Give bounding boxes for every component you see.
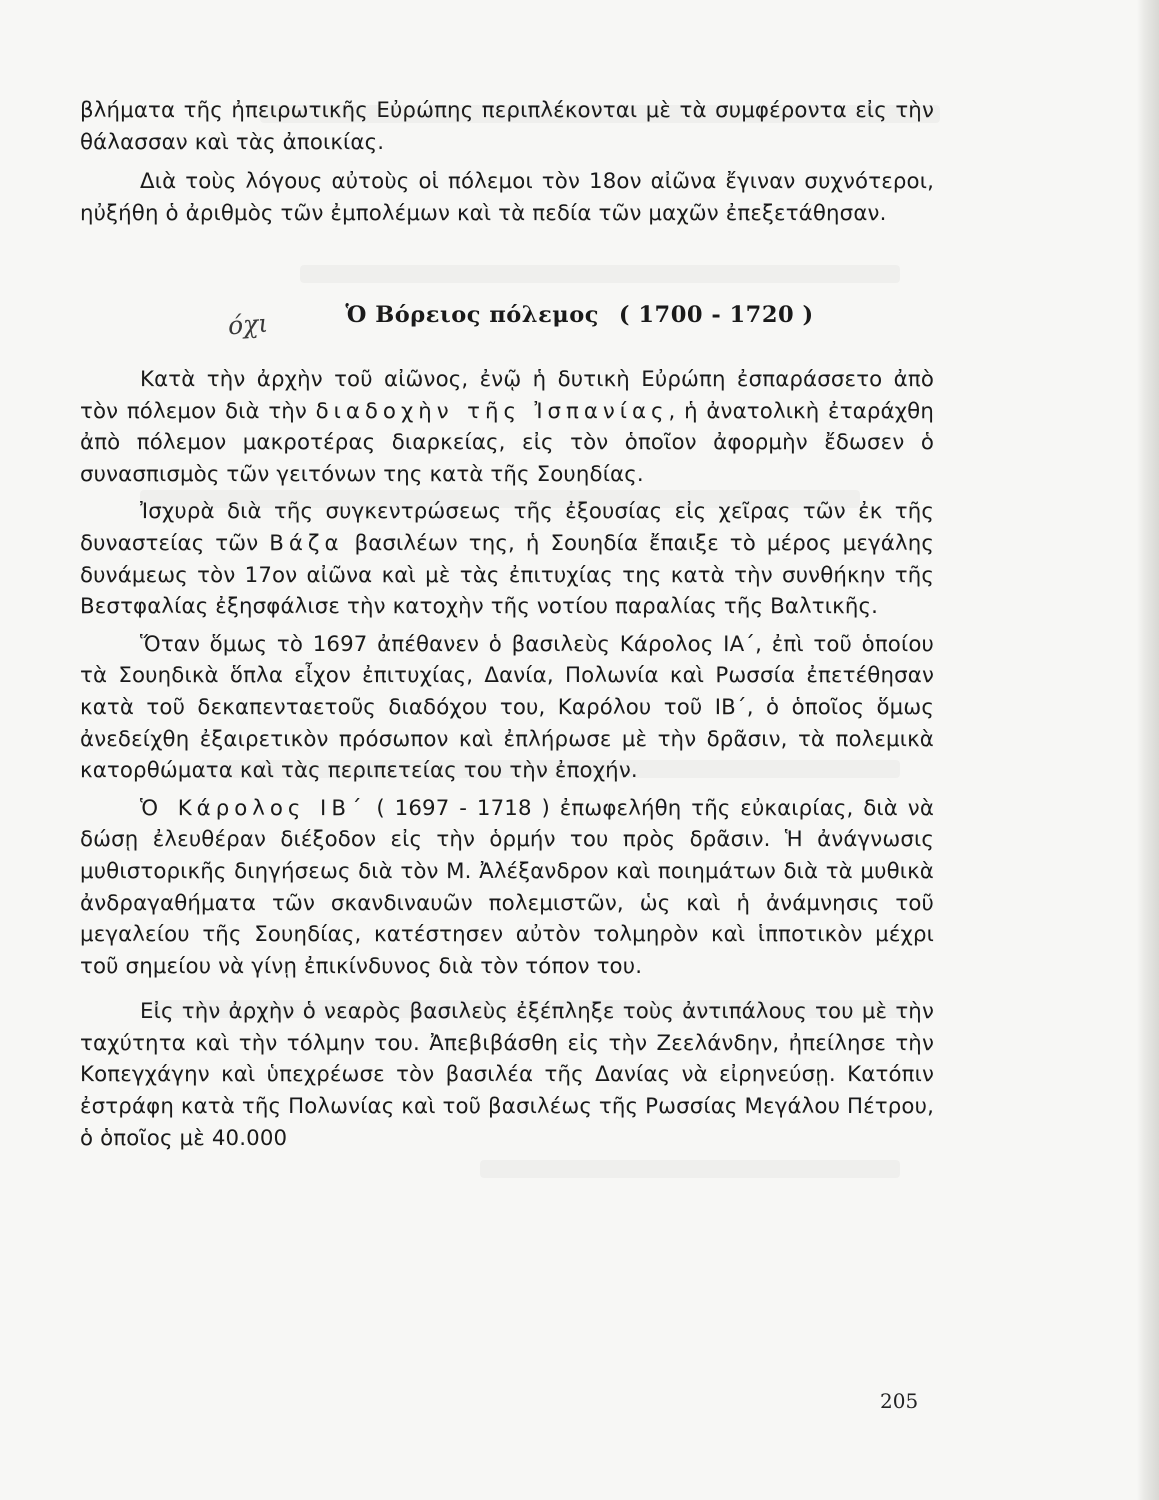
emphasized-phrase: διαδοχὴν τῆς Ἰσπανίας <box>315 398 669 424</box>
emphasized-name: Βάζα <box>269 530 344 556</box>
paragraph <box>80 793 934 983</box>
text-run: , ἡ ἀνατολικὴ ἐταράχθη ἀπὸ πόλεμον μακροτέρας διαρκείας, εἰς τὸν ὁποῖον ἀφορμὴν ἔδωσεν ὁ συνασπισμὸς τῶν γειτόνων της κατὰ τῆς Σουηδίας. <box>80 398 934 487</box>
section-body <box>80 364 934 1154</box>
paragraph-continuation: βλήματα τῆς ἠπειρωτικῆς Εὐρώπης περιπλέκονται μὲ τὰ συμφέροντα εἰς τὴν θάλασσαν καὶ τὰς ἀποικίας. <box>80 98 934 155</box>
text-run: βασιλέων της, ἡ Σουηδία ἔπαιξε τὸ μέρος μεγάλης δυνάμεως τὸν 17ον αἰῶνα καὶ μὲ τὰς ἐπιτυχίας της κατὰ τὴν συνθήκην τῆς Βεστφαλίας ἐξησφάλισε τὴν κατοχὴν τῆς νοτίου παραλίας τῆς Βαλτικῆς. <box>80 530 935 620</box>
page-number: 205 <box>880 1389 919 1413</box>
section-date-range: ( 1700 - 1720 ) <box>618 302 814 328</box>
paragraph: Εἰς τὴν ἀρχὴν ὁ νεαρὸς βασιλεὺς ἐξέπληξε τοὺς ἀντιπάλους του μὲ τὴν ταχύτητα καὶ τὴν τόλμην του. Ἀπεβιβάσθη εἰς τὴν Ζεελάνδην, ἠπείλησε τὴν Κοπεγχάγην καὶ ὑπεχρέωσε τὸν βασιλέα τῆς Δανίας νὰ εἰρηνεύσῃ. Κατόπιν ἐστράφη κατὰ τῆς Πολωνίας καὶ τοῦ βασιλέως τῆς Ρωσσίας Μεγάλου Πέτρου, ὁ ὁποῖος μὲ 40.000 <box>80 999 934 1151</box>
section-heading <box>0 302 1159 328</box>
emphasized-name: Ὁ Κάρολος ΙΒ΄ <box>140 795 367 821</box>
text-run: Ἰσχυρὰ διὰ τῆς συγκεντρώσεως τῆς ἐξουσίας εἰς χεῖρας τῶν ἐκ τῆς δυναστείας τῶν <box>80 499 934 556</box>
paragraph: Διὰ τοὺς λόγους αὐτοὺς οἱ πόλεμοι τὸν 18ον αἰῶνα ἔγιναν συχνότεροι, ηὐξήθη ὁ ἀριθμὸς τῶν ἐμπολέμων καὶ τὰ πεδία τῶν μαχῶν ἐπεξετάθησαν. <box>80 169 934 226</box>
paragraph <box>80 364 934 490</box>
text-run: Κατὰ τὴν ἀρχὴν τοῦ αἰῶνος, ἐνῷ ἡ δυτικὴ Εὐρώπη ἐσπαράσσετο ἀπὸ τὸν πόλεμον διὰ τὴν <box>80 367 934 424</box>
page-edge <box>1137 0 1159 1500</box>
paragraph <box>80 496 934 622</box>
section-title: Ὁ Βόρειος πόλεμος <box>345 302 599 328</box>
paragraph: Ὅταν ὅμως τὸ 1697 ἀπέθανεν ὁ βασιλεὺς Κάρολος ΙΑ΄, ἐπὶ τοῦ ὁποίου τὰ Σουηδικὰ ὅπλα εἶχον ἐπιτυχίας, Δανία, Πολωνία καὶ Ρωσσία ἐπετέθησαν κατὰ τοῦ δεκαπενταετοῦς διαδόχου του, Καρόλου τοῦ ΙΒ΄, ὁ ὁποῖος ὅμως ἀνεδείχθη ἐξαιρετικὸν πρόσωπον καὶ ἐπλήρωσε μὲ τὴν δρᾶσιν, τὰ πολεμικὰ κατορθώματα καὶ τὰς περιπετείας του τὴν ἐποχήν. <box>80 631 934 784</box>
margin-annotation: όχι <box>227 308 269 341</box>
show-through <box>480 1160 900 1178</box>
opening-text <box>80 95 934 229</box>
show-through <box>300 265 900 283</box>
text-run: ( 1697 - 1718 ) ἐπωφελήθη τῆς εὐκαιρίας, διὰ νὰ δώσῃ ἐλευθέραν διέξοδον εἰς τὴν ὁρμήν του πρὸς δρᾶσιν. Ἡ ἀνάγνωσις μυθιστορικῆς διηγήσεως διὰ τὸν Μ. Ἀλέξανδρον καὶ ποιημάτων διὰ τὰ μυθικὰ ἀνδραγαθήματα τῶν σκανδιναυῶν πολεμιστῶν, ὡς καὶ ἡ ἀνάμνησις τοῦ μεγαλείου τῆς Σουηδίας, κατέστησεν αὐτὸν τολμηρὸν καὶ ἱπποτικὸν μέχρι τοῦ σημείου νὰ γίνῃ ἐπικίνδυνος διὰ τὸν τόπον του. <box>80 795 935 979</box>
